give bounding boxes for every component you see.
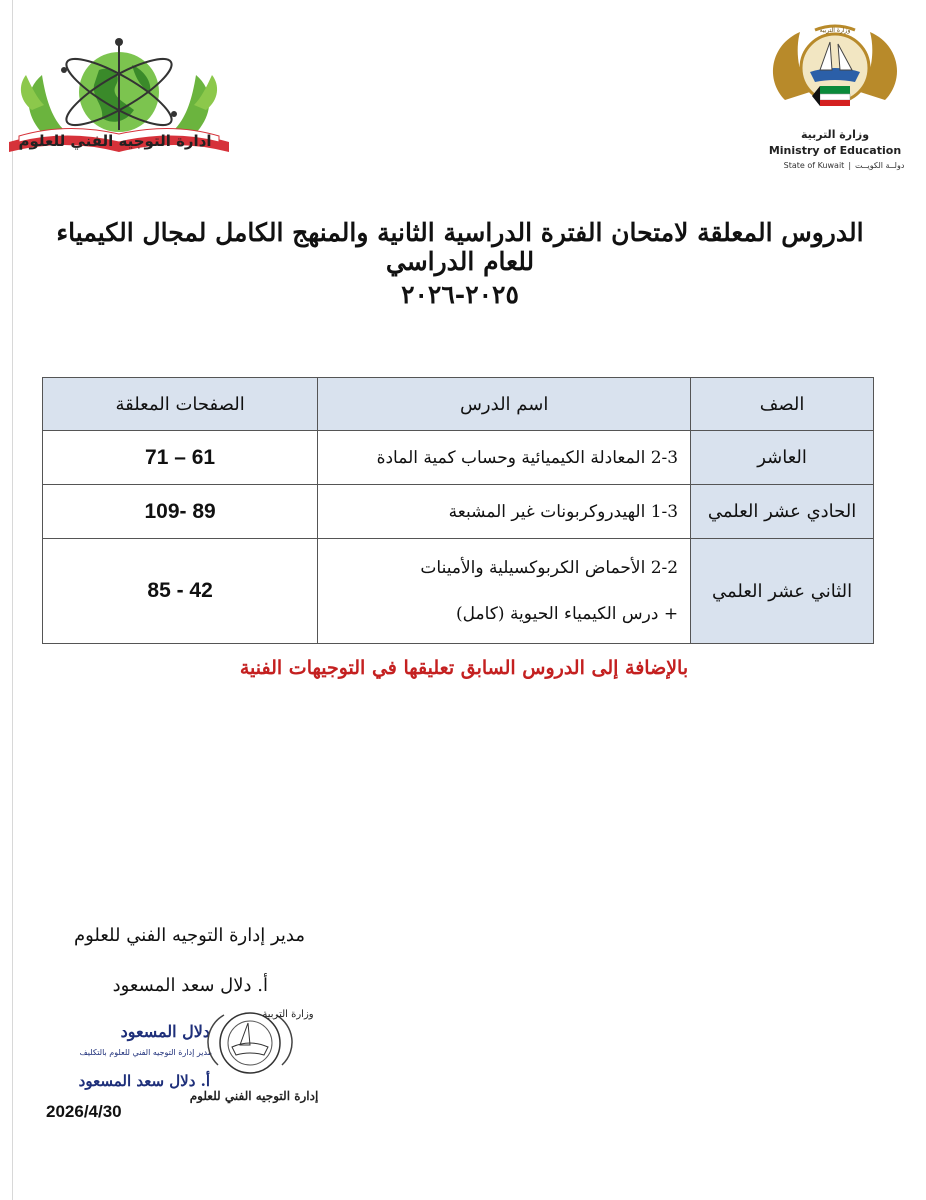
- ministry-logo: [760, 20, 926, 170]
- page-edge-line: [12, 0, 13, 1200]
- state-arabic: دولــة الكويــت: [855, 161, 905, 170]
- lesson-cell: [318, 539, 691, 644]
- lesson-cell: [318, 431, 691, 485]
- emblem-caption: وزارة التربية: [819, 27, 851, 34]
- signatory-name: أ. دلال سعد المسعود: [112, 975, 268, 996]
- signatory-title: مدير إدارة التوجيه الفني للعلوم: [73, 925, 305, 946]
- lesson-title: الهيدروكربونات غير المشبعة: [448, 501, 646, 522]
- state-of-kuwait: State of Kuwait | دولــة الكويــت: [783, 161, 905, 170]
- pages-range: 109- 89: [144, 499, 216, 523]
- header-pages: الصفحات المعلقة: [43, 378, 318, 431]
- left-logo-caption: ادارة التوجيه الفني للعلوم: [18, 132, 212, 150]
- document-date: 2026/4/30: [46, 1102, 122, 1121]
- pages-range: 71 – 61: [145, 445, 216, 469]
- lesson-number: 2-2: [650, 558, 679, 578]
- lesson-cell: [318, 485, 691, 539]
- header-grade: الصف: [691, 378, 874, 431]
- official-seal: [190, 995, 320, 1110]
- header-lesson: اسم الدرس: [318, 378, 691, 431]
- table-row: [43, 485, 874, 539]
- pages-cell: [43, 539, 318, 644]
- suspended-lessons-table: [42, 377, 874, 644]
- ministry-emblem-icon: [760, 20, 910, 128]
- signature-stamp-role: مدير إدارة التوجيه الفني للعلوم بالتكليف: [79, 1048, 212, 1057]
- pages-range: 85 - 42: [147, 579, 213, 602]
- table-row: [43, 431, 874, 485]
- ministry-name-arabic: وزارة التربية: [800, 128, 870, 141]
- grade-cell: العاشر: [691, 431, 874, 485]
- pages-cell: [43, 485, 318, 539]
- grade-cell: الثاني عشر العلمي: [691, 539, 874, 644]
- lesson-extra: + درس الكيمياء الحيوية (كامل): [456, 604, 679, 624]
- academic-year: ٢٠٢٥-٢٠٢٦: [401, 280, 519, 309]
- lesson-title: الأحماض الكربوكسيلية والأمينات: [420, 558, 646, 578]
- seal-icon: [190, 995, 320, 1110]
- document-title: الدروس المعلقة لامتحان الفترة الدراسية الثانية والمنهج الكامل لمجال الكيمياء للعام الدراسي: [56, 218, 864, 276]
- lesson-number: 1-3: [650, 501, 679, 522]
- pages-cell: [43, 431, 318, 485]
- grade-cell: الحادي عشر العلمي: [691, 485, 874, 539]
- signature-stamp-name: دلال المسعود: [120, 1022, 210, 1041]
- lesson-title: المعادلة الكيميائية وحساب كمية المادة: [376, 447, 646, 468]
- seal-top-text: وزارة التربية: [262, 1009, 314, 1020]
- additional-note: بالإضافة إلى الدروس السابق تعليقها في التوجيهات الفنية: [239, 657, 689, 679]
- table-row: [43, 539, 874, 644]
- lesson-number: 2-3: [650, 447, 679, 468]
- table-header-row: [43, 378, 874, 431]
- state-english: State of Kuwait: [783, 161, 845, 170]
- ministry-name-english: Ministry of Education: [768, 144, 902, 157]
- seal-bottom-text: إدارة التوجيه الفني للعلوم: [190, 1089, 319, 1103]
- lesson-line: [318, 553, 678, 583]
- signature-stamp-fullname: أ. دلال سعد المسعود: [78, 1072, 210, 1090]
